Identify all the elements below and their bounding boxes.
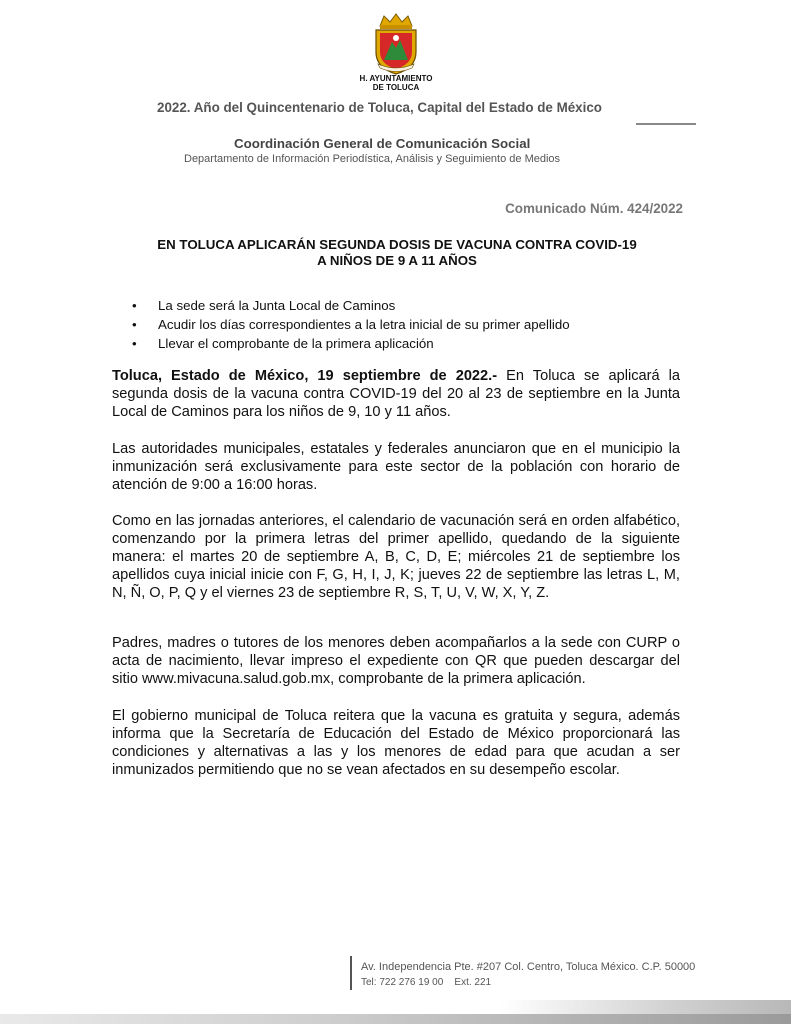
list-item: • Llevar el comprobante de la primera aplicación [132,336,434,351]
logo-caption [330,74,462,92]
body-paragraph-3: Como en las jornadas anteriores, el calendario de vacunación será en orden alfabético, comenzando por la primera letras del primer apellido, quedando de la siguiente manera: el martes 20 de septiembre A, B, C, D, E; miércoles 21 de septiembre los apellidos cuya inicial inicie con F, G, H, I, J, K; jueves 22 de septiembre las letras L, M, N, Ñ, O, P, Q y el viernes 23 de septiembre R, S, T, U, V, W, X, Y, Z. [112,513,680,601]
list-item: • Acudir los días correspondientes a la letra inicial de su primer apellido [132,317,570,332]
footer-divider [350,956,352,990]
footer-address: Av. Independencia Pte. #207 Col. Centro, Toluca México. C.P. 50000 [361,961,696,973]
bullet-icon: • [132,298,137,313]
bullet-icon: • [132,336,137,351]
coordination-title: Coordinación General de Comunicación Social [234,136,531,151]
body-paragraph-2: Las autoridades municipales, estatales y federales anunciaron que en el municipio la inmunización será exclusivamente para este sector de la población con horario de atención de 9:00 a 16:00 horas. [112,441,680,493]
communique-number: Comunicado Núm. 424/2022 [505,201,683,216]
title-line-1: EN TOLUCA APLICARÁN SEGUNDA DOSIS DE VACUNA CONTRA COVID-19 [157,237,637,252]
footer-phone: Tel: 722 276 19 00 Ext. 221 [361,977,492,988]
logo-caption-line1: H. AYUNTAMIENTO [359,74,433,83]
bullet-icon: • [132,317,137,332]
highlights-list [132,296,692,353]
department-subtitle: Departamento de Información Periodística, Análisis y Seguimiento de Medios [184,153,561,165]
year-banner: 2022. Año del Quincentenario de Toluca, Capital del Estado de México [157,100,602,115]
body-paragraph-1: Toluca, Estado de México, 19 septiembre de 2022.- En Toluca se aplicará la segunda dosis de la vacuna contra COVID-19 del 20 al 23 de septiembre en la Junta Local de Caminos para los niños de 9, 10 y 11 años. [112,368,680,420]
logo-caption-line2: DE TOLUCA [372,83,420,92]
list-item: • La sede será la Junta Local de Caminos [132,298,396,313]
page-title [112,237,682,269]
toluca-coat-of-arms-logo [366,12,426,76]
body-paragraph-4: Padres, madres o tutores de los menores deben acompañarlos a la sede con CURP o acta de nacimiento, llevar impreso el expediente con QR que pueden descargar del sitio www.mivacuna.salud.gob.mx, comprobante de la primera aplicación. [112,635,680,687]
title-line-2: A NIÑOS DE 9 A 11 AÑOS [317,253,477,268]
header-divider [636,123,696,125]
footer-decoration [500,1000,791,1014]
dateline: Toluca, Estado de México, 19 septiembre de 2022.- [112,368,498,384]
body-paragraph-5: El gobierno municipal de Toluca reitera que la vacuna es gratuita y segura, además informa que la Secretaría de Educación del Estado de México proporcionará las condiciones y alternativas a las y los menores de edad para que acudan a ser inmunizados permitiendo que no se vean afectados en su desempeño escolar. [112,708,680,778]
footer-stripe [0,1014,791,1024]
